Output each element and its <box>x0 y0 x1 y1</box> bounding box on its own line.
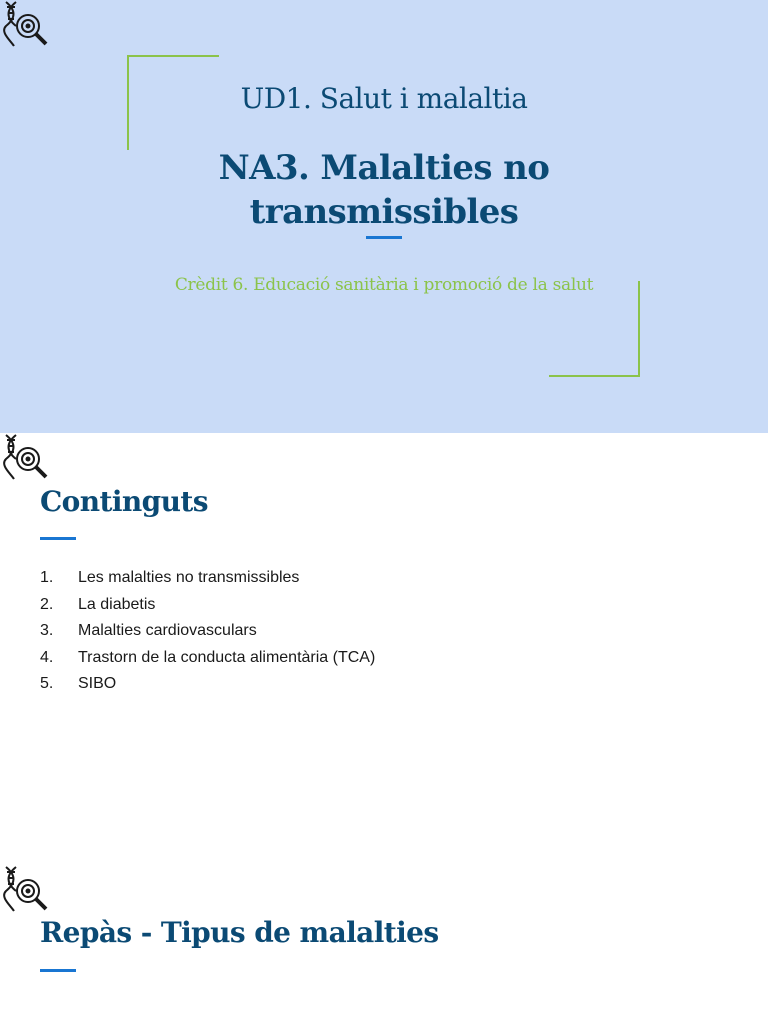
cover-slide <box>0 0 768 433</box>
list-item <box>40 671 375 698</box>
list-item-number: 1. <box>40 569 54 586</box>
dna-magnifier-icon <box>2 0 50 50</box>
list-item-label: Malalties cardiovasculars <box>78 622 257 639</box>
list-item-number: 3. <box>40 622 54 639</box>
list-item-number: 2. <box>40 595 54 613</box>
contents-accent-bar <box>40 537 76 540</box>
contents-title: Continguts <box>40 485 208 518</box>
list-item <box>40 645 375 672</box>
cover-title: NA3. Malalties no transmissibles <box>218 148 550 232</box>
dna-magnifier-icon <box>2 433 50 483</box>
list-item-number: 4. <box>40 648 54 666</box>
contents-slide <box>0 433 768 865</box>
corner-top-left-horizontal <box>127 55 219 57</box>
review-title: Repàs - Tipus de malalties <box>40 916 439 949</box>
corner-bottom-right-horizontal <box>549 375 640 377</box>
cover-subtitle: Crèdit 6. Educació sanitària i promoció de la salut <box>174 275 594 295</box>
list-item-label: Les malalties no transmissibles <box>78 569 300 586</box>
list-item <box>40 618 375 645</box>
contents-list <box>40 565 375 698</box>
list-item-label: SIBO <box>78 675 117 692</box>
list-item <box>40 565 375 592</box>
review-accent-bar <box>40 969 76 972</box>
title-accent-bar <box>366 236 402 239</box>
corner-bottom-right-vertical <box>638 281 640 377</box>
list-item-label: Trastorn de la conducta alimentària (TCA) <box>78 648 376 666</box>
review-slide <box>0 865 768 1024</box>
list-item <box>40 592 375 619</box>
list-item-label: La diabetis <box>78 595 156 613</box>
unit-title: UD1. Salut i malaltia <box>240 82 528 115</box>
list-item-number: 5. <box>40 675 54 692</box>
dna-magnifier-icon <box>2 865 50 915</box>
